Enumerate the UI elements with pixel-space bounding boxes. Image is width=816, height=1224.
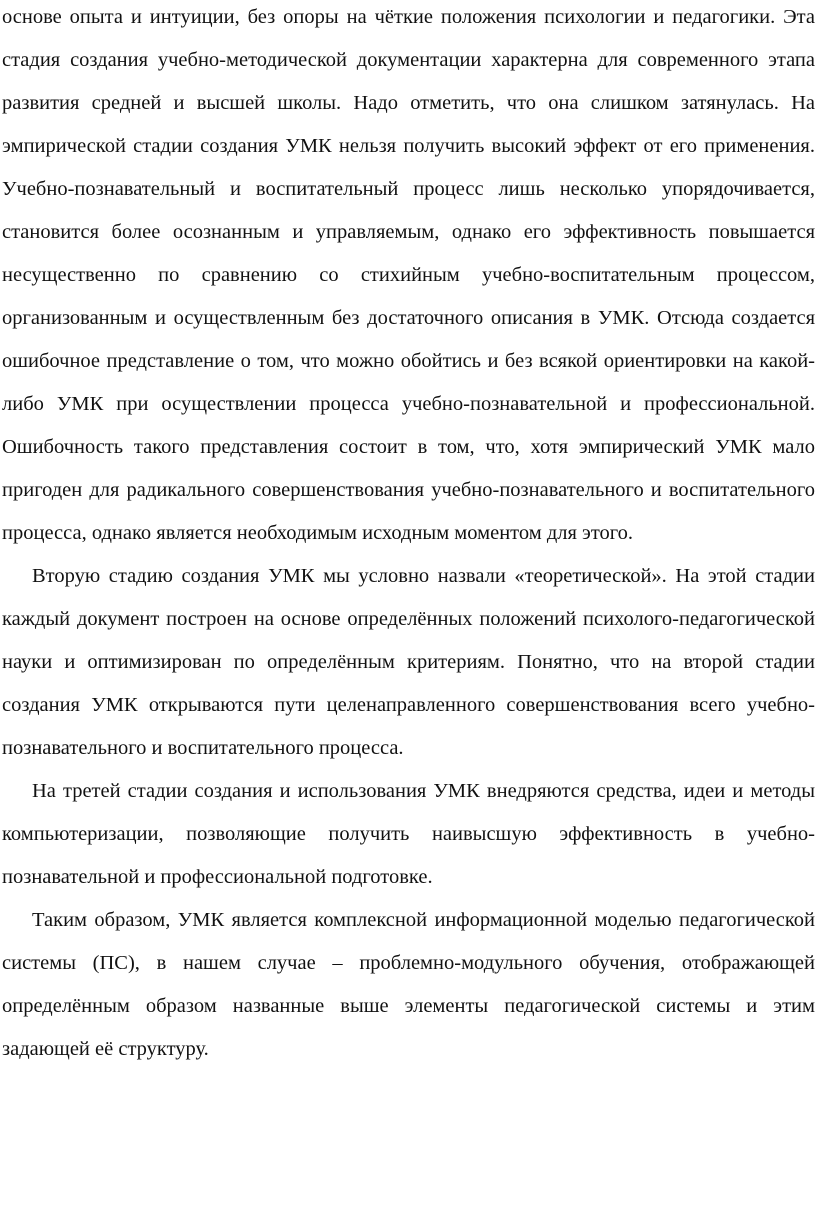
paragraph-second-stage: Вторую стадию создания УМК мы условно назвали «теоретической». На этой стадии каждый документ построен на основе определённых положений психолого-педагогической науки и оптимизирован по определённым критериям. Понятно, что на второй стадии создания УМК открываются пути целенаправленного совершенствования всего учебно-познавательного и воспитательного процесса. <box>2 565 815 759</box>
paragraph-conclusion: Таким образом, УМК является комплексной информационной моделью педагогической системы (ПС), в нашем случае – проблемно-модульного обучения, отображающей определённым образом названные выше элементы педагогической системы и этим задающей её структуру. <box>2 909 815 1060</box>
paragraph-third-stage: На третей стадии создания и использования УМК внедряются средства, идеи и методы компьютеризации, позволяющие получить наивысшую эффективность в учебно-познавательной и профессиональной подготовке. <box>2 780 815 888</box>
paragraph-continuation: основе опыта и интуиции, без опоры на чёткие положения психологии и педагогики. Эта стадия создания учебно-методической документации характерна для современного этапа развития средней и высшей школы. Надо отметить, что она слишком затянулась. На эмпирической стадии создания УМК нельзя получить высокий эффект от его применения. Учебно-познавательный и воспитательный процесс лишь несколько упорядочивается, становится более осознанным и управляемым, однако его эффективность повышается несущественно по сравнению со стихийным учебно-воспитательным процессом, организованным и осуществленным без достаточного описания в УМК. Отсюда создается ошибочное представление о том, что можно обойтись и без всякой ориентировки на какой-либо УМК при осуществлении процесса учебно-познавательной и профессиональной. Ошибочность такого представления состоит в том, что, хотя эмпирический УМК мало пригоден для радикального совершенствования учебно-познавательного и воспитательного процесса, однако является необходимым исходным моментом для этого. <box>2 6 815 544</box>
